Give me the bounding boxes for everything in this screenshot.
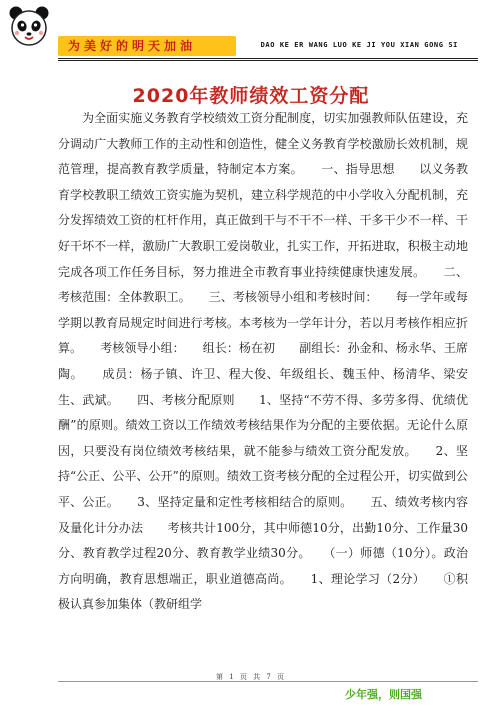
header-divider-secondary — [58, 60, 478, 61]
header-divider — [58, 58, 478, 59]
document-body: 为全面实施义务教育学校绩效工资分配制度，切实加强教师队伍建设，充分调动广大教师工作的主动性和创造性，健全义务教育学校激励长效机制，规范管理，提高教育教学质量，特制定本方案。 一、指导思想 以义务教育学校教职工绩效工资实施为契机，建立科学规范的中小学收入分配机制，充分发挥绩效工资的杠杆作用，真正做到干与不干不一样、干多干少不一样、干好干坏不一样，激励广大教职工爱岗敬业，扎实工作，开拓进取，积极主动地完成各项工作任务目标，努力推进全市教育事业持续健康快速发展。 二、考核范围：全体教职工。 三、考核领导小组和考核时间： 每一学年或每学期以教育局规定时间进行考核。本考核为一学年计分，若以月考核作相应折算。 考核领导小组： 组长：杨在初 副组长：孙金和、杨永华、王席陶。 成员：杨子镇、许卫、程大俊、年级组长、魏玉仲、杨清华、梁安生、武斌。 四、考核分配原则 1、坚持“不劳不得、多劳多得、优绩优酬”的原则。绩效工资以工作绩效考核结果作为分配的主要依据。无论什么原因，只要没有岗位绩效考核结果，就不能参与绩效工资分配发放。 2、坚持“公正、公平、公开”的原则。绩效工资考核分配的全过程公开，切实做到公平、公正。 3、坚持定量和定性考核相结合的原则。 五、绩效考核内容及量化计分办法 考核共计100分，其中师德10分，出勤10分、工作量30分、教育教学过程20分、教育教学业绩30分。 （一）师德（10分）。政治方向明确，教育思想端正，职业道德高尚。 1、理论学习（2分） ①积极认真参加集体（教研组学 — [58, 111, 468, 612]
header-pinyin: DAO KE ER WANG LUO KE JI YOU XIAN GONG SI — [260, 41, 458, 49]
panda-mascot-icon — [6, 4, 52, 50]
header-banner: 为美好的明天加油 — [58, 36, 236, 56]
footer-divider — [58, 681, 478, 682]
footer-slogan: 少年强，则国强 — [345, 688, 422, 701]
document-title: 2020年教师绩效工资分配 — [132, 84, 370, 107]
page-number: 第 1 页 共 7 页 — [215, 673, 287, 681]
